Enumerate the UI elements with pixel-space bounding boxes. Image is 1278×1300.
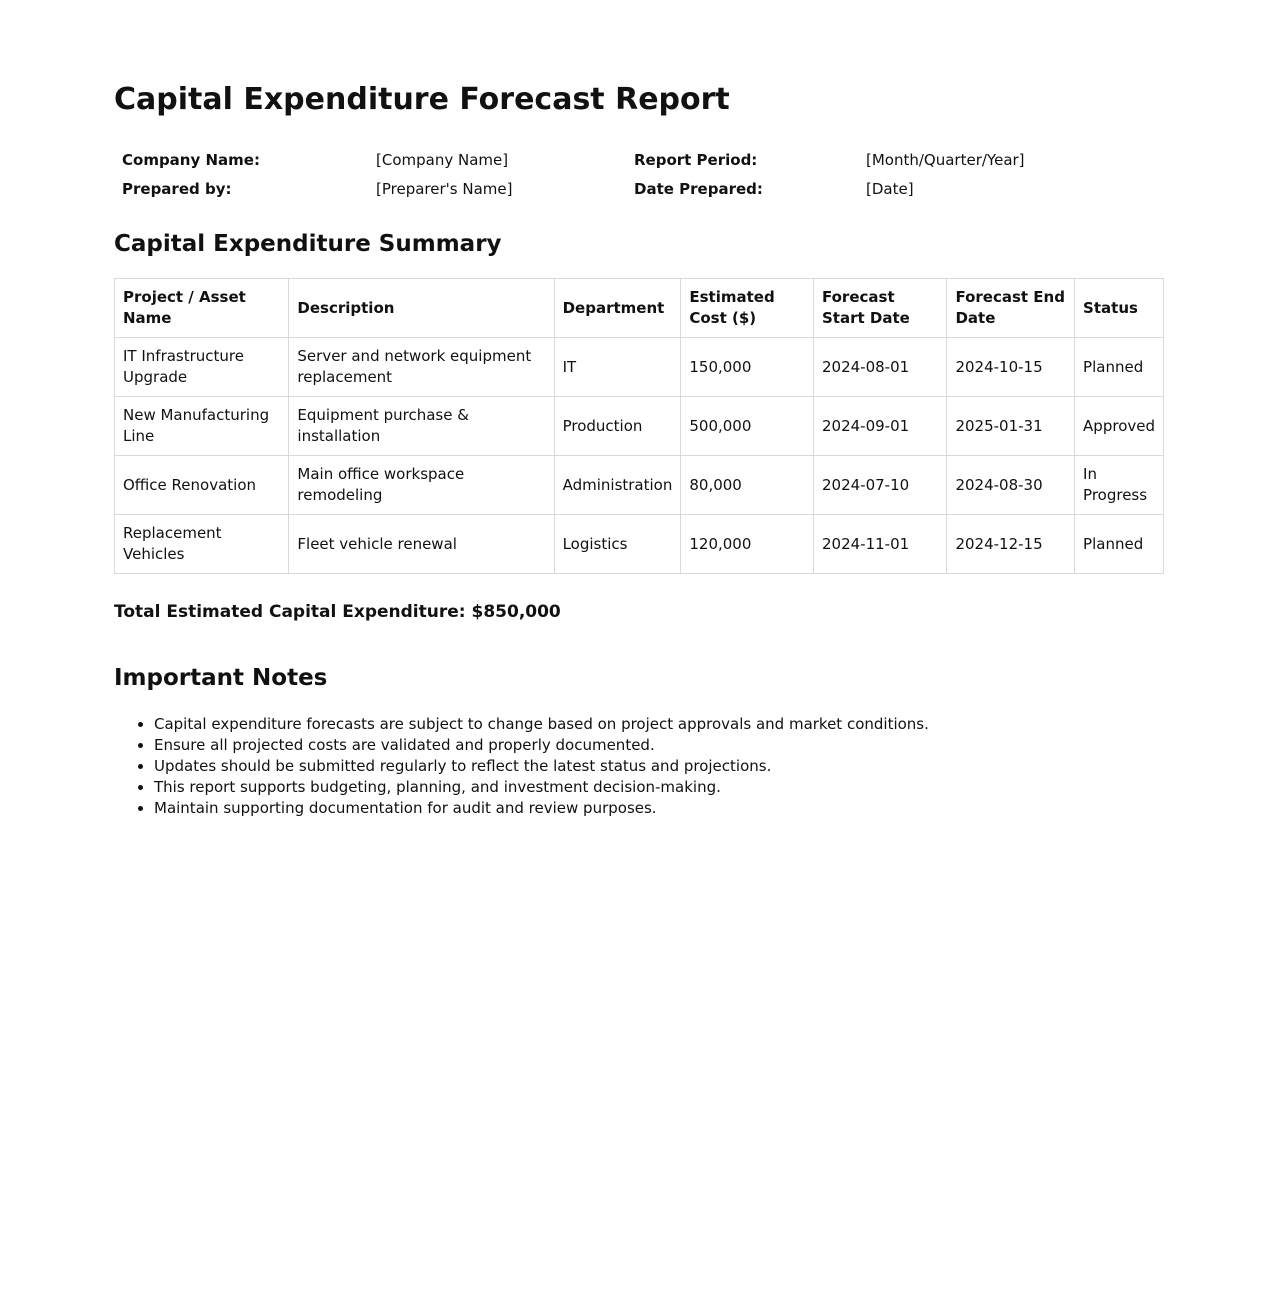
end-date-cell: 2025-01-31 (947, 397, 1075, 456)
project-name-cell: Replacement Vehicles (115, 515, 289, 574)
status-cell: Planned (1075, 515, 1164, 574)
table-row (115, 338, 1164, 397)
report-period-label: Report Period: (634, 150, 758, 169)
capex-summary-table (114, 278, 1164, 574)
estimated-cost-cell: 500,000 (681, 397, 814, 456)
column-header-start-date: Forecast Start Date (813, 279, 946, 338)
list-item: • Capital expenditure forecasts are subject to change based on project approvals and market conditions. (154, 714, 1164, 735)
start-date-cell: 2024-11-01 (813, 515, 946, 574)
report-period-value: [Month/Quarter/Year] (866, 150, 1025, 169)
date-prepared-label: Date Prepared: (634, 179, 763, 198)
end-date-cell: 2024-10-15 (947, 338, 1075, 397)
start-date-cell: 2024-09-01 (813, 397, 946, 456)
column-header-status: Status (1075, 279, 1164, 338)
company-name-value: [Company Name] (376, 150, 509, 169)
estimated-cost-cell: 120,000 (681, 515, 814, 574)
meta-row (114, 174, 1164, 203)
report-title: Capital Expenditure Forecast Report (114, 82, 730, 117)
description-cell: Fleet vehicle renewal (289, 515, 554, 574)
date-prepared-value: [Date] (866, 179, 914, 198)
prepared-by-value: [Preparer's Name] (376, 179, 513, 198)
description-cell: Equipment purchase & installation (289, 397, 554, 456)
status-cell: Approved (1075, 397, 1164, 456)
project-name-cell: Office Renovation (115, 456, 289, 515)
column-header-department: Department (554, 279, 681, 338)
prepared-by-label: Prepared by: (122, 179, 232, 198)
column-header-project: Project / Asset Name (115, 279, 289, 338)
company-name-label: Company Name: (122, 150, 260, 169)
department-cell: IT (554, 338, 681, 397)
department-cell: Logistics (554, 515, 681, 574)
column-header-end-date: Forecast End Date (947, 279, 1075, 338)
summary-heading: Capital Expenditure Summary (114, 231, 502, 257)
notes-heading: Important Notes (114, 665, 328, 691)
table-row (115, 456, 1164, 515)
column-header-description: Description (289, 279, 554, 338)
table-header-row (115, 279, 1164, 338)
list-item: • Maintain supporting documentation for audit and review purposes. (154, 798, 1164, 819)
start-date-cell: 2024-07-10 (813, 456, 946, 515)
notes-list (114, 714, 1164, 819)
start-date-cell: 2024-08-01 (813, 338, 946, 397)
column-header-estimated-cost: Estimated Cost ($) (681, 279, 814, 338)
estimated-cost-cell: 80,000 (681, 456, 814, 515)
department-cell: Production (554, 397, 681, 456)
project-name-cell: IT Infrastructure Upgrade (115, 338, 289, 397)
report-meta-table (114, 145, 1164, 203)
status-cell: In Progress (1075, 456, 1164, 515)
list-item: • Updates should be submitted regularly to reflect the latest status and projections. (154, 756, 1164, 777)
table-row (115, 515, 1164, 574)
project-name-cell: New Manufacturing Line (115, 397, 289, 456)
table-row (115, 397, 1164, 456)
end-date-cell: 2024-12-15 (947, 515, 1075, 574)
end-date-cell: 2024-08-30 (947, 456, 1075, 515)
total-estimated-expenditure: Total Estimated Capital Expenditure: $850,000 (114, 602, 561, 622)
description-cell: Server and network equipment replacement (289, 338, 554, 397)
description-cell: Main office workspace remodeling (289, 456, 554, 515)
department-cell: Administration (554, 456, 681, 515)
list-item: • This report supports budgeting, planning, and investment decision-making. (154, 777, 1164, 798)
estimated-cost-cell: 150,000 (681, 338, 814, 397)
list-item: • Ensure all projected costs are validated and properly documented. (154, 735, 1164, 756)
status-cell: Planned (1075, 338, 1164, 397)
meta-row (114, 145, 1164, 174)
